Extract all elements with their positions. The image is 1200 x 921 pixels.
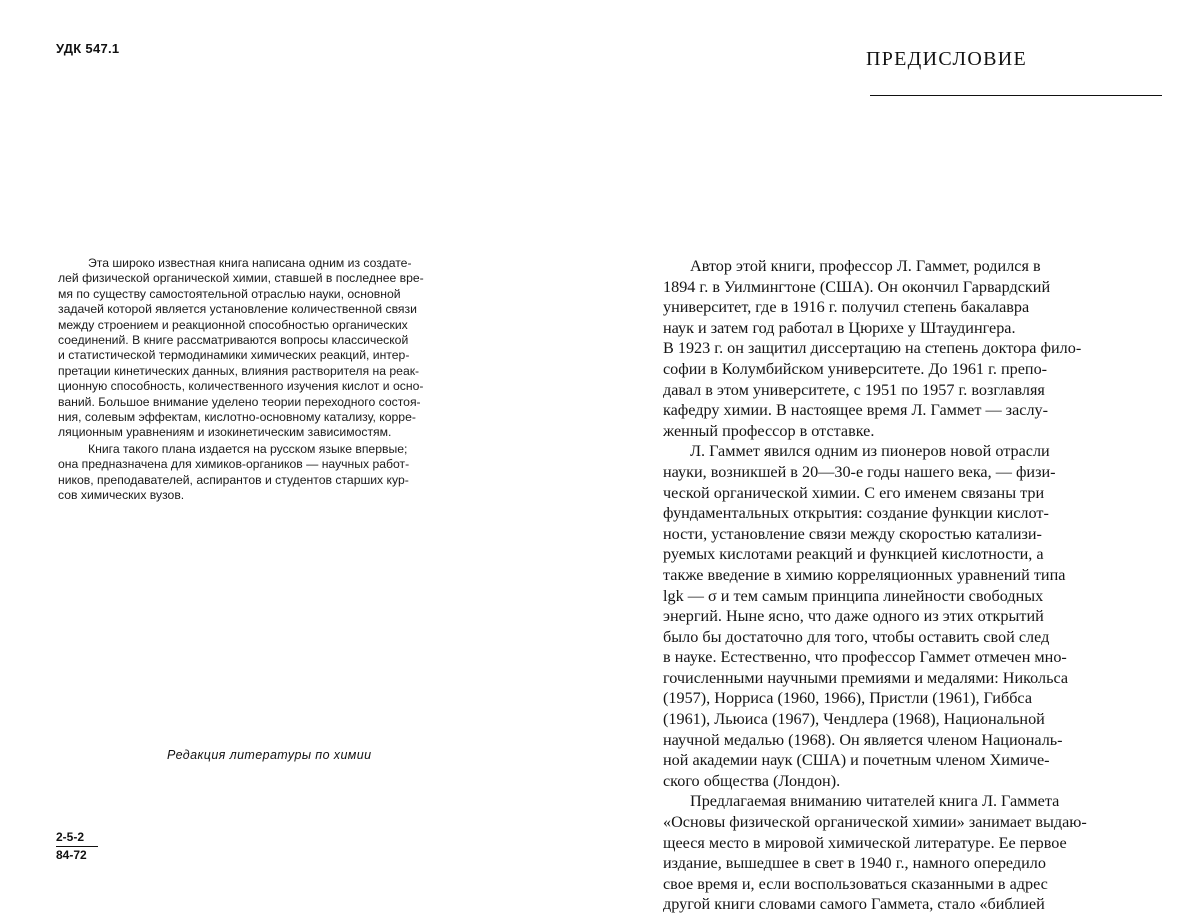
annotation-line: претации кинетических данных, влияния растворителя на реак- (58, 363, 420, 378)
text-line: (1961), Льюиса (1967), Чендлера (1968), Национальной (663, 710, 1045, 729)
annotation-line: и статистической термодинамики химических реакций, интер- (58, 348, 410, 363)
text-line: давал в этом университете, с 1951 по 1957 г. возглавляя (663, 380, 1045, 399)
annotation-line: между строением и реакционной способностью органических (58, 317, 408, 332)
editorial-credit: Редакция литературы по химии (167, 748, 372, 762)
annotation-line: ников, преподавателей, аспирантов и студентов старших кур- (58, 472, 409, 487)
text-line: в науке. Естественно, что профессор Гаммет отмечен мно- (663, 648, 1067, 667)
text-line: научной медалью (1968). Он является членом Националь- (663, 730, 1063, 749)
annotation-line: Эта широко известная книга написана одним из создате- (88, 256, 412, 270)
annotation-line: ния, солевым эффектам, кислотно-основному катализу, корре- (58, 410, 416, 425)
text-line: щееся место в мировой химической литературе. Ее первое (663, 833, 1067, 852)
text-line: ной академии наук (США) и почетным членом Химиче- (663, 751, 1050, 770)
text-line: кафедру химии. В настоящее время Л. Гаммет — заслу- (663, 401, 1049, 420)
preface-text (663, 256, 1168, 915)
text-line: издание, вышедшее в свет в 1940 г., намного опередило (663, 854, 1046, 873)
right-page (600, 0, 1200, 921)
annotation-line: ляционным уравнениям и изокинетическим зависимостям. (58, 425, 392, 440)
annotation-line: лей физической органической химии, ставшей в последнее вре- (58, 271, 424, 286)
annotation-line: сов химических вузов. (58, 488, 185, 503)
annotation-line: мя по существу самостоятельной отраслью науки, основной (58, 286, 401, 301)
text-line: В 1923 г. он защитил диссертацию на степень доктора фило- (663, 339, 1082, 358)
publication-code (56, 829, 98, 863)
text-line: Автор этой книги, профессор Л. Гаммет, родился в (690, 257, 1041, 275)
text-line: также введение в химию корреляционных уравнений типа (663, 565, 1066, 584)
text-line: (1957), Норриса (1960, 1966), Пристли (1961), Гиббса (663, 689, 1033, 708)
annotation-line: ционную способность, количественного изучения кислот и осно- (58, 379, 424, 394)
text-line: женный профессор в отставке. (663, 421, 875, 440)
text-line: другой книги словами самого Гаммета, стало «библией (663, 895, 1045, 914)
text-line: софии в Колумбийском университете. До 1961 г. препо- (663, 359, 1048, 378)
text-line: ности, установление связи между скоростью катализи- (663, 524, 1042, 543)
text-line: науки, возникшей в 20—30-е годы нашего века, — физи- (663, 462, 1056, 481)
text-line: было бы достаточно для того, чтобы оставить свой след (663, 627, 1050, 646)
text-line: ского общества (Лондон). (663, 771, 841, 790)
text-line: «Основы физической органической химии» занимает выдаю- (663, 813, 1087, 832)
text-line: фундаментальных открытия: создание функции кислот- (663, 504, 1049, 523)
annotation-line: задачей которой является установление количественной связи (58, 302, 417, 317)
udk-code: УДК 547.1 (56, 41, 120, 56)
page-title: ПРЕДИСЛОВИЕ (866, 48, 1028, 70)
text-line: свое время и, если воспользоваться сказанными в адрес (663, 874, 1048, 893)
text-line: lgk — σ и тем самым принципа линейности свободных (663, 586, 1044, 605)
heading-rule (870, 95, 1162, 96)
text-line: Предлагаемая вниманию читателей книга Л. Гаммета (690, 792, 1060, 811)
text-line: университет, где в 1916 г. получил степень бакалавра (663, 298, 1030, 317)
text-line: наук и затем год работал в Цюрихе у Штаудингера. (663, 318, 1016, 337)
publication-code-top: 2-5-2 (56, 829, 98, 847)
text-line: ческой органической химии. С его именем связаны три (663, 483, 1045, 502)
text-line: энергий. Ныне ясно, что даже одного из этих открытий (663, 607, 1044, 626)
annotation-line: Книга такого плана издается на русском языке впервые; (88, 441, 408, 456)
text-line: гочисленными научными премиями и медалями: Никольса (663, 668, 1069, 687)
publication-code-bottom: 84-72 (56, 848, 87, 862)
annotation-line: ваний. Большое внимание уделено теории переходного состоя- (58, 394, 421, 409)
text-line: руемых кислотами реакций и функцией кислотности, а (663, 545, 1044, 564)
annotation-line: соединений. В книге рассматриваются вопросы классической (58, 333, 409, 348)
annotation-line: она предназначена для химиков-органиков — научных работ- (58, 457, 410, 472)
text-line: Л. Гаммет явился одним из пионеров новой отрасли (690, 442, 1050, 461)
book-annotation (58, 256, 513, 504)
text-line: 1894 г. в Уилмингтоне (США). Он окончил Гарвардский (663, 277, 1051, 296)
